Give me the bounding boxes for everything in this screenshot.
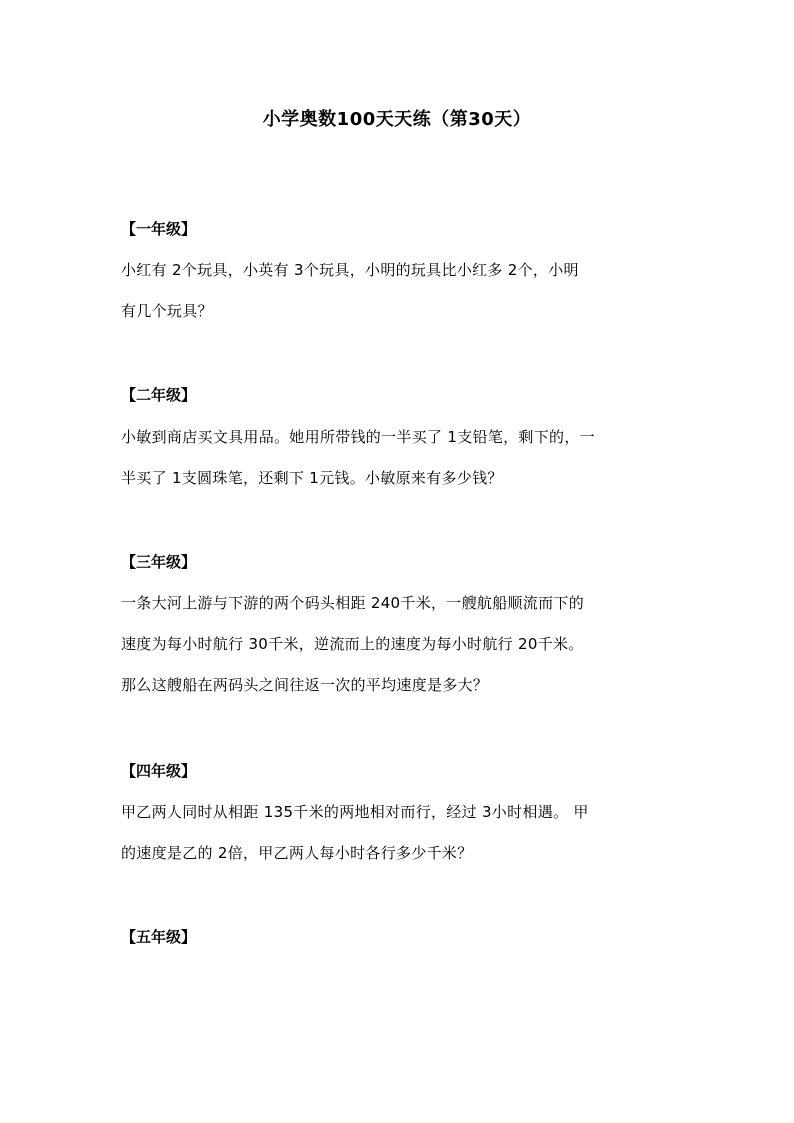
grade-3-problem-line-2: 速度为每小时航行 30千米，逆流而上的速度为每小时航行 20千米。 xyxy=(121,635,584,653)
grade-2-problem-line-1: 小敏到商店买文具用品。她用所带钱的一半买了 1支铅笔，剩下的，一 xyxy=(121,428,595,446)
grade-2-heading: 【二年级】 xyxy=(121,386,197,404)
grade-1-problem-line-1: 小红有 2个玩具，小英有 3个玩具，小明的玩具比小红多 2个，小明 xyxy=(121,261,579,279)
grade-4-problem-line-1: 甲乙两人同时从相距 135千米的两地相对而行，经过 3小时相遇。 甲 xyxy=(121,803,589,821)
grade-4-problem-line-2: 的速度是乙的 2倍，甲乙两人每小时各行多少千米？ xyxy=(121,844,473,862)
grade-4-problem xyxy=(121,792,681,874)
grade-3-problem-line-1: 一条大河上游与下游的两个码头相距 240千米，一艘航船顺流而下的 xyxy=(121,594,585,612)
grade-1-problem xyxy=(121,250,681,332)
document-title: 小学奥数100天天练（第30天） xyxy=(262,109,532,130)
grade-3-problem-line-3: 那么这艘船在两码头之间往返一次的平均速度是多大？ xyxy=(121,676,489,694)
grade-5-heading: 【五年级】 xyxy=(121,928,197,946)
grade-1-problem-line-2: 有几个玩具？ xyxy=(121,302,213,320)
grade-4-heading: 【四年级】 xyxy=(121,762,197,780)
grade-2-problem xyxy=(121,417,681,499)
grade-3-problem xyxy=(121,583,681,706)
grade-3-heading: 【三年级】 xyxy=(121,553,197,571)
grade-1-heading: 【一年级】 xyxy=(121,220,197,238)
grade-2-problem-line-2: 半买了 1支圆珠笔，还剩下 1元钱。小敏原来有多少钱？ xyxy=(121,469,503,487)
